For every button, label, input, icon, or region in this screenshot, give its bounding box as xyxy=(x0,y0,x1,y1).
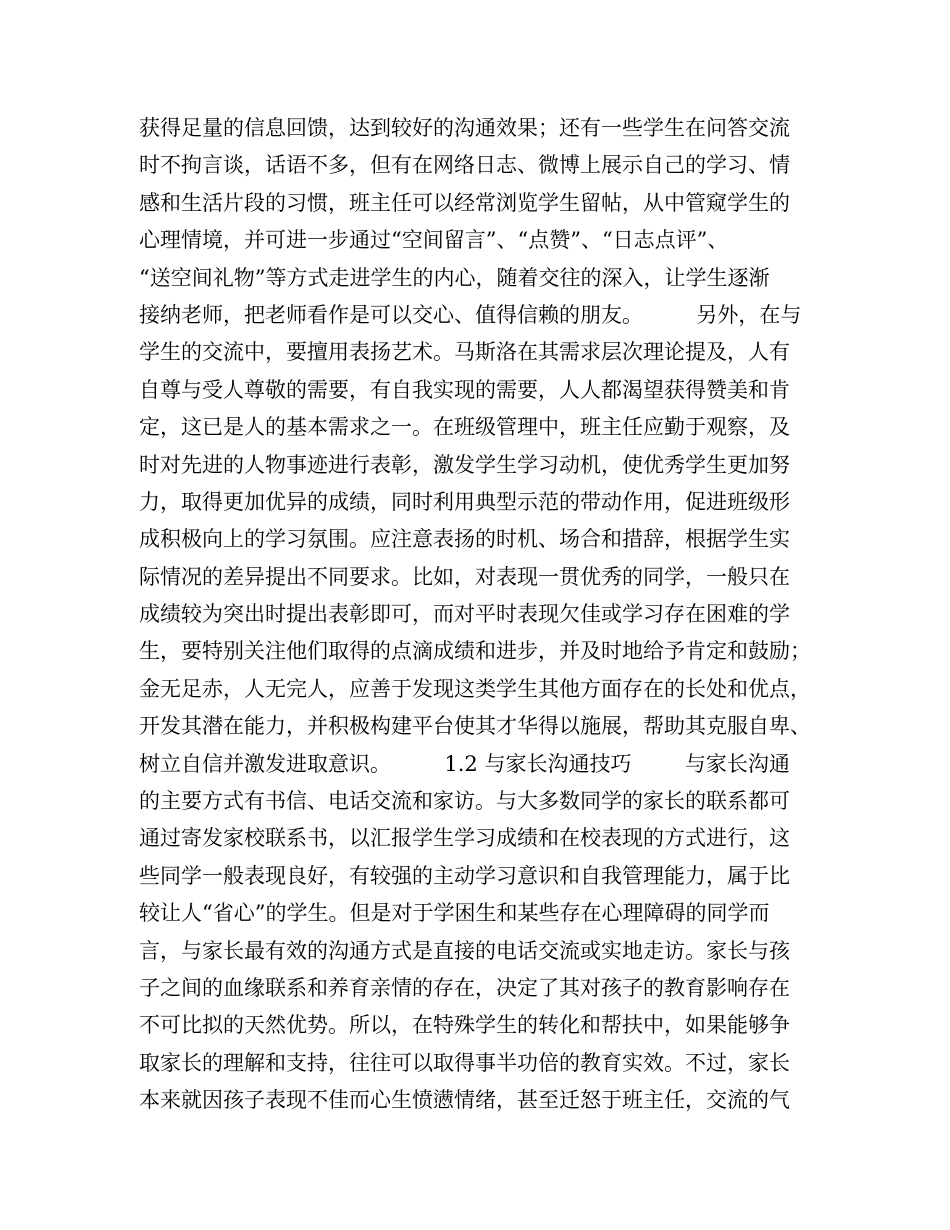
text-line xyxy=(139,895,829,932)
text-line-content: 际情况的差异提出不同要求。比如，对表现一贯优秀的同学，一般只在 xyxy=(139,564,790,589)
text-line-content: 定，这已是人的基本需求之一。在班级管理中，班主任应勤于观察，及 xyxy=(139,415,790,440)
text-line-content: 获得足量的信息回馈，达到较好的沟通效果；还有一些学生在问答交流 xyxy=(139,116,790,140)
text-line-content: 取家长的理解和支持，往往可以取得事半功倍的教育实效。不过，家长 xyxy=(139,1050,790,1075)
text-line-content: 些同学一般表现良好，有较强的主动学习意识和自我管理能力，属于比 xyxy=(139,863,790,888)
text-line-content: 较让人“省心”的学生。但是对于学困生和某些存在心理障碍的同学而 xyxy=(139,901,770,926)
text-line xyxy=(139,596,829,633)
text-line-content: 金无足赤，人无完人，应善于发现这类学生其他方面存在的长处和优点， xyxy=(139,676,811,701)
text-line xyxy=(139,521,829,558)
text-line xyxy=(139,1045,829,1082)
text-line xyxy=(139,334,829,371)
text-line-content: 开发其潜在能力，并积极构建平台使其才华得以施展，帮助其克服自卑、 xyxy=(139,714,811,739)
text-line-content: 成积极向上的学习氛围。应注意表扬的时机、场合和措辞，根据学生实 xyxy=(139,527,790,552)
text-line-content: 接纳老师，把老师看作是可以交心、值得信赖的朋友。 另外，在与 xyxy=(139,302,802,327)
text-line-content: 心理情境，并可进一步通过“空间留言”、“点赞”、“日志点评”、 xyxy=(139,228,729,253)
text-line-content: 的主要方式有书信、电话交流和家访。与大多数同学的家长的联系都可 xyxy=(139,789,790,814)
text-line-content: “送空间礼物”等方式走进学生的内心，随着交往的深入，让学生逐渐 xyxy=(139,265,770,290)
text-line xyxy=(139,185,829,222)
text-line xyxy=(139,409,829,446)
text-line-content: 通过寄发家校联系书，以汇报学生学习成绩和在校表现的方式进行，这 xyxy=(139,826,790,851)
text-line-content: 树立自信并激发进取意识。 1.2 与家长沟通技巧 与家长沟通 xyxy=(139,751,790,776)
text-line xyxy=(139,260,829,297)
text-line xyxy=(139,746,829,783)
text-line xyxy=(139,297,829,334)
text-line xyxy=(139,783,829,820)
text-line xyxy=(139,633,829,670)
body-text xyxy=(139,110,829,1120)
text-line xyxy=(139,933,829,970)
text-line xyxy=(139,1082,829,1119)
text-line-content: 时不拘言谈，话语不多，但有在网络日志、微博上展示自己的学习、情 xyxy=(139,153,790,178)
text-line xyxy=(139,858,829,895)
text-line xyxy=(139,1007,829,1044)
text-line-content: 子之间的血缘联系和养育亲情的存在，决定了其对孩子的教育影响存在 xyxy=(139,975,790,1000)
text-line-content: 本来就因孩子表现不佳而心生愤懑情绪，甚至迁怒于班主任，交流的气 xyxy=(139,1088,790,1113)
text-line-content: 自尊与受人尊敬的需要，有自我实现的需要，人人都渴望获得赞美和肯 xyxy=(139,377,790,402)
text-line xyxy=(139,559,829,596)
text-line-content: 言，与家长最有效的沟通方式是直接的电话交流或实地走访。家长与孩 xyxy=(139,938,790,963)
text-line xyxy=(139,372,829,409)
text-line xyxy=(139,820,829,857)
text-line xyxy=(139,708,829,745)
text-line-content: 生，要特别关注他们取得的点滴成绩和进步，并及时地给予肯定和鼓励； xyxy=(139,639,811,664)
text-line xyxy=(139,147,829,184)
text-line-content: 时对先进的人物事迹进行表彰，激发学生学习动机，使优秀学生更加努 xyxy=(139,452,790,477)
text-line-content: 感和生活片段的习惯，班主任可以经常浏览学生留帖，从中管窥学生的 xyxy=(139,190,790,215)
text-line xyxy=(139,484,829,521)
text-line-content: 不可比拟的天然优势。所以，在特殊学生的转化和帮扶中，如果能够争 xyxy=(139,1013,790,1038)
text-line-content: 学生的交流中，要擅用表扬艺术。马斯洛在其需求层次理论提及，人有 xyxy=(139,340,790,365)
text-line xyxy=(139,447,829,484)
text-line xyxy=(139,110,829,147)
text-line-content: 力，取得更加优异的成绩，同时利用典型示范的带动作用，促进班级形 xyxy=(139,489,790,514)
text-line-content: 成绩较为突出时提出表彰即可，而对平时表现欠佳或学习存在困难的学 xyxy=(139,602,790,627)
text-line xyxy=(139,970,829,1007)
text-line xyxy=(139,222,829,259)
text-line xyxy=(139,671,829,708)
